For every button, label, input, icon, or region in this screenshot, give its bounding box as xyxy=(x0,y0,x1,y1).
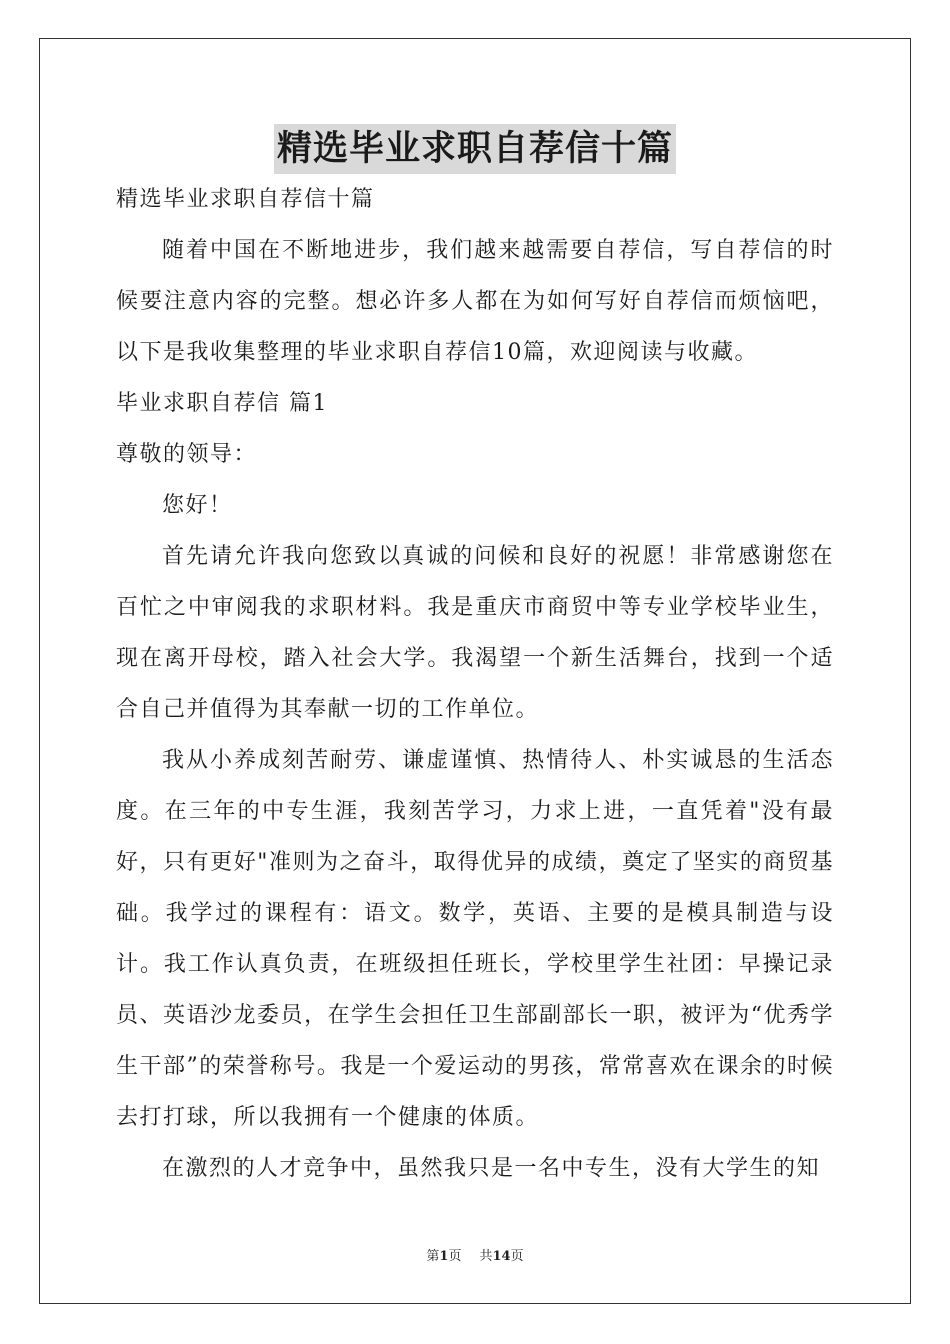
salutation: 尊敬的领导： xyxy=(116,442,258,467)
footer-total-prefix: 共 xyxy=(479,1249,493,1264)
greeting: 您好！ xyxy=(162,493,233,518)
document-body xyxy=(116,174,834,1194)
page-footer xyxy=(0,1247,950,1267)
footer-page-total: 14 xyxy=(492,1249,511,1264)
title-container xyxy=(0,124,950,174)
section-heading: 毕业求职自荐信 篇1 xyxy=(116,391,328,416)
body-paragraph-3: 在激烈的人才竞争中，虽然我只是一名中专生，没有大学生的知 xyxy=(162,1156,821,1181)
footer-page-suffix: 页 xyxy=(448,1249,462,1264)
intro-paragraph: 随着中国在不断地进步，我们越来越需要自荐信，写自荐信的时候要注意内容的完整。想必许多人都在为如何写好自荐信而烦恼吧，以下是我收集整理的毕业求职自荐信10篇，欢迎阅读与收藏。 xyxy=(116,238,834,365)
footer-total-suffix: 页 xyxy=(510,1249,524,1264)
subtitle-line: 精选毕业求职自荐信十篇 xyxy=(116,187,375,212)
footer-page-current: 1 xyxy=(439,1249,449,1264)
footer-page-prefix: 第 xyxy=(426,1249,440,1264)
body-paragraph-2: 我从小养成刻苦耐劳、谦虚谨慎、热情待人、朴实诚恳的生活态度。在三年的中专生涯，我刻苦学习，力求上进，一直凭着"没有最好，只有更好"准则为之奋斗，取得优异的成绩，奠定了坚实的商贸基础。我学过的课程有：语文。数学，英语、主要的是模具制造与设计。我工作认真负责，在班级担任班长，学校里学生社团：早操记录员、英语沙龙委员，在学生会担任卫生部副部长一职，被评为“优秀学生干部”的荣誉称号。我是一个爱运动的男孩，常常喜欢在课余的时候去打打球，所以我拥有一个健康的体质。 xyxy=(116,748,834,1130)
body-paragraph-1: 首先请允许我向您致以真诚的问候和良好的祝愿！非常感谢您在百忙之中审阅我的求职材料。我是重庆市商贸中等专业学校毕业生，现在离开母校，踏入社会大学。我渴望一个新生活舞台，找到一个适合自己并值得为其奉献一切的工作单位。 xyxy=(116,544,834,722)
document-title: 精选毕业求职自荐信十篇 xyxy=(274,124,676,174)
